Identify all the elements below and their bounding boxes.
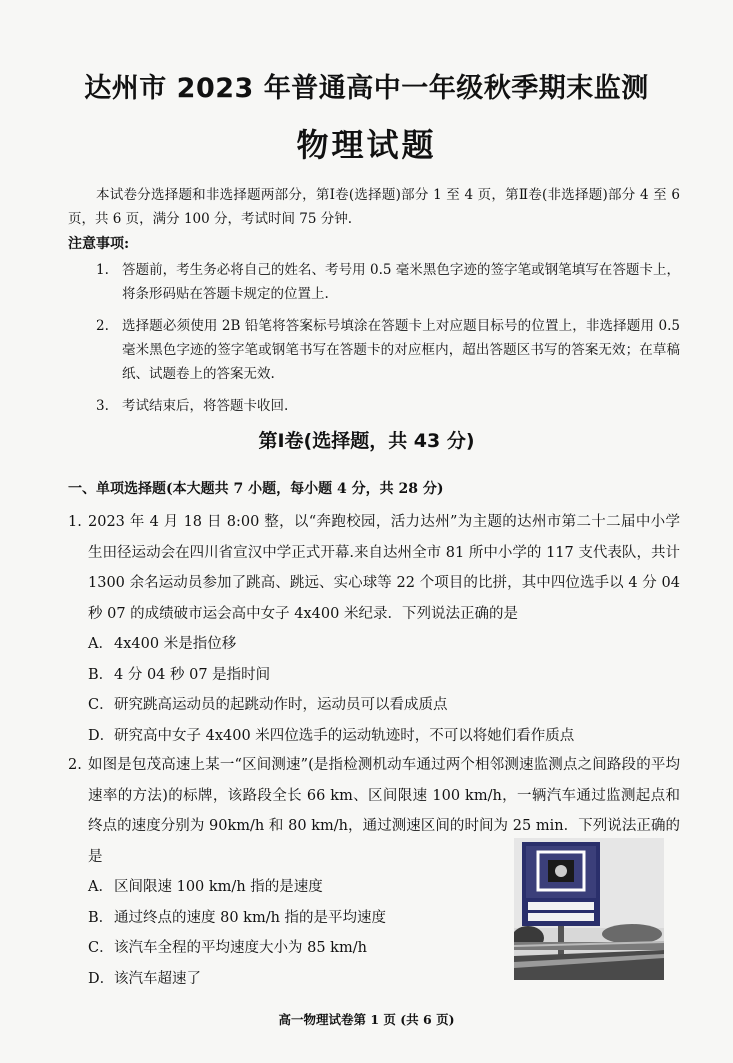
option-a (88, 872, 498, 903)
exam-title: 达州市 2023 年普通高中一年级秋季期末监测 (84, 73, 649, 104)
option-d (88, 964, 498, 995)
option-text: 区间限速 100 km/h 指的是速度 (114, 879, 323, 895)
page-footer: 高一物理试卷第 1 页 (共 6 页) (278, 1012, 455, 1027)
option-list (88, 629, 680, 751)
speed-sign-photo (514, 838, 664, 980)
option-c (88, 933, 498, 964)
notice-list (96, 258, 680, 426)
option-b (88, 660, 680, 691)
option-letter: A． (88, 879, 113, 895)
notice-item (96, 314, 680, 386)
notice-heading: 注意事项: (68, 236, 130, 252)
option-b (88, 903, 498, 934)
part-heading: 一、单项选择题(本大题共 7 小题，每小题 4 分，共 28 分) (68, 481, 444, 497)
option-list (88, 872, 498, 994)
question-1 (68, 507, 680, 751)
notice-item-text: 考试结束后，将答题卡收回. (122, 398, 289, 414)
option-letter: C． (88, 940, 114, 956)
notice-item-text: 选择题必须使用 2B 铅笔将答案标号填涂在答题卡上对应题目标号的位置上，非选择题用 0.5 毫米黑色字迹的签字笔或钢笔书写在答题卡的对应框内，超出答题区书写的答案无效；在草稿纸、试题卷上的答案无效. (122, 318, 680, 382)
option-letter: B． (88, 909, 114, 926)
option-text: 通过终点的速度 80 km/h 指的是平均速度 (114, 909, 387, 926)
option-text: 该汽车超速了 (114, 970, 201, 987)
option-letter: C． (88, 697, 114, 713)
notice-item-text: 答题前，考生务必将自己的姓名、考号用 0.5 毫米黑色字迹的签字笔或钢笔填写在答题卡上，将条形码贴在答题卡规定的位置上. (122, 262, 680, 302)
option-text: 4 分 04 秒 07 是指时间 (114, 666, 271, 683)
option-letter: A． (88, 636, 113, 652)
notice-item-number: 3. (96, 398, 109, 414)
notice-item-number: 1. (96, 262, 109, 278)
option-letter: B． (88, 666, 114, 683)
notice-item (96, 258, 680, 306)
option-text: 该汽车全程的平均速度大小为 85 km/h (114, 940, 367, 956)
notice-item (96, 394, 680, 418)
section-title: 第Ⅰ卷(选择题，共 43 分) (258, 430, 475, 452)
subject-title: 物理试题 (296, 126, 437, 164)
option-c (88, 690, 680, 721)
notice-item-number: 2. (96, 318, 109, 334)
question-stem: 如图是包茂高速上某一“区间测速”(是指检测机动车通过两个相邻测速监测点之间路段的平均速率的方法)的标牌，该路段全长 66 km、区间限速 100 km/h，一辆汽车通过监测起点和终点的速度分别为 90km/h 和 80 km/h，通过测速区间的时间为 25 min．下列说法正确的是 (88, 757, 680, 865)
question-stem: 2023 年 4 月 18 日 8:00 整，以“奔跑校园，活力达州”为主题的达州市第二十二届中小学生田径运动会在四川省宣汉中学正式开幕.来自达州全市 81 所中小学的 117 支代表队，共计 1300 余名运动员参加了跳高、跳远、实心球等 22 个项目的比拼，其中四位选手以 4 分 04 秒 07 的成绩破市运会高中女子 4x400 米纪录．下列说法正确的是 (88, 514, 680, 622)
option-a (88, 629, 680, 660)
option-text: 研究高中女子 4x400 米四位选手的运动轨迹时，不可以将她们看作质点 (114, 727, 575, 744)
option-text: 4x400 米是指位移 (114, 636, 237, 652)
option-text: 研究跳高运动员的起跳动作时，运动员可以看成质点 (114, 697, 448, 713)
question-number: 2. (68, 757, 82, 773)
option-d (88, 721, 680, 752)
option-letter: D． (88, 970, 115, 987)
exam-intro: 本试卷分选择题和非选择题两部分，第Ⅰ卷(选择题)部分 1 至 4 页，第Ⅱ卷(非选择题)部分 4 至 6 页，共 6 页，满分 100 分，考试时间 75 分钟. (68, 187, 680, 227)
question-number: 1. (68, 514, 82, 530)
option-letter: D． (88, 727, 115, 744)
